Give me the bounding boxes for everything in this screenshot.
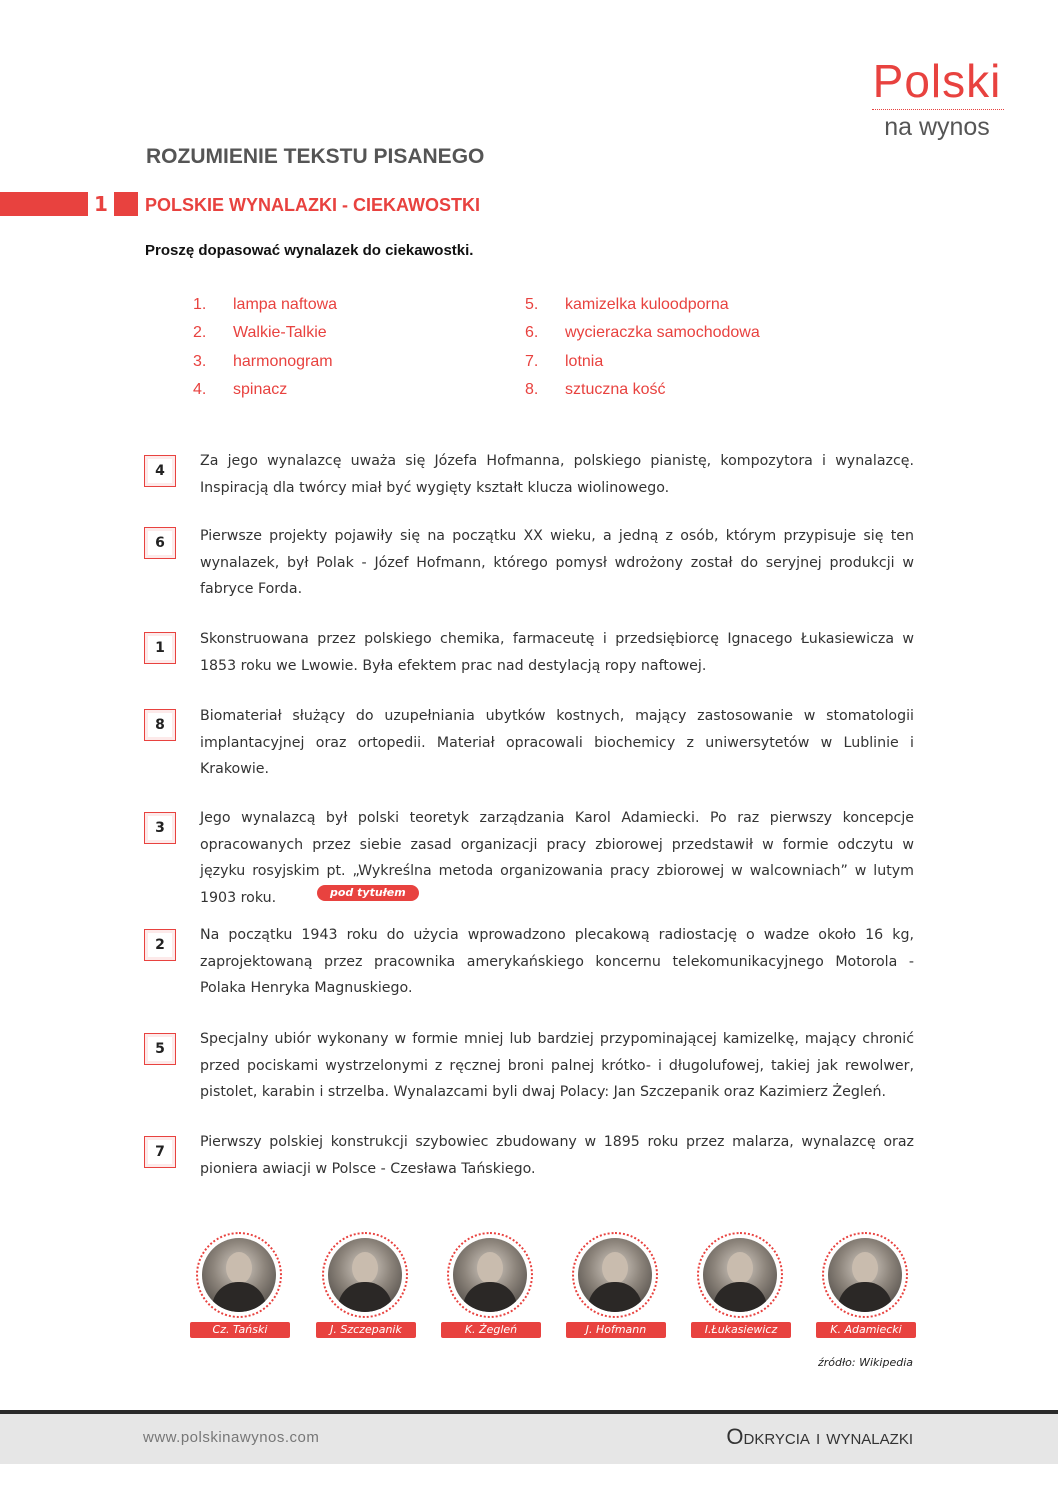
glossary-tooltip: pod tytułem <box>317 885 419 901</box>
portrait-label: K. Adamiecki <box>816 1322 916 1338</box>
footer-url[interactable]: www.polskinawynos.com <box>143 1429 320 1446</box>
portrait-photo <box>328 1238 402 1312</box>
logo-divider <box>872 109 1004 110</box>
option-number: 3. <box>193 353 207 370</box>
item-text: Za jego wynalazcę uważa się Józefa Hofmanna, polskiego pianistę, kompozytora i wynalazcę. Inspiracją dla twórcy miał być wygięty kształt klucza wiolinowego. <box>200 453 914 496</box>
portrait-label: J. Szczepanik <box>316 1322 416 1338</box>
option-item <box>193 348 493 376</box>
option-number: 2. <box>193 324 207 341</box>
option-text: harmonogram <box>233 353 333 370</box>
answer-box[interactable] <box>144 812 176 844</box>
instruction: Proszę dopasować wynalazek do ciekawostki. <box>145 242 474 259</box>
option-item <box>193 319 493 347</box>
footer-title: Odkrycia i wynalazki <box>726 1424 913 1449</box>
option-item <box>525 376 855 404</box>
option-text: kamizelka kuloodporna <box>565 296 729 313</box>
answer-box[interactable] <box>144 455 176 487</box>
portrait-photo <box>828 1238 902 1312</box>
option-item <box>525 348 855 376</box>
option-number: 4. <box>193 381 207 398</box>
logo-main-text: Polski <box>872 55 1002 107</box>
option-item <box>525 291 855 319</box>
option-text: lampa naftowa <box>233 296 338 313</box>
item-text: Jego wynalazcą był polski teoretyk zarządzania Karol Adamiecki. Po raz pierwszy koncepcje opracowanych przez siebie zasad organizacji pracy zbiorowej przedstawił w formie odczytu w języku rosyjskim pt. „Wykreślna metoda organizowania pracy zbiorowej w walcowniach” w lutym 1903 roku. <box>200 810 914 906</box>
answer-value: 5 <box>148 1037 172 1061</box>
portrait-frame <box>697 1232 783 1318</box>
exercise-title: POLSKIE WYNALAZKI - CIEKAWOSTKI <box>145 195 480 215</box>
answer-box[interactable] <box>144 1033 176 1065</box>
answer-box[interactable] <box>144 709 176 741</box>
logo <box>862 55 1012 142</box>
option-text: Walkie-Talkie <box>233 324 327 341</box>
option-item <box>525 319 855 347</box>
page-heading: ROZUMIENIE TEKSTU PISANEGO <box>146 145 485 168</box>
item-text: Na początku 1943 roku do użycia wprowadzono plecakową radiostację o wadze około 16 kg, zaprojektowaną przez pracownika amerykańskiego koncernu telekomunikacyjnego Motorola - Polaka Henryka Magnuskiego. <box>200 927 914 996</box>
option-text: lotnia <box>565 353 604 370</box>
item-text: Pierwszy polskiej konstrukcji szybowiec zbudowany w 1895 roku przez malarza, wynalazcę oraz pioniera awiacji w Polsce - Czesława Tańskiego. <box>200 1134 914 1177</box>
option-number: 7. <box>525 353 539 370</box>
logo-sub-text: na wynos <box>884 113 990 141</box>
portrait-frame <box>447 1232 533 1318</box>
portrait-photo <box>578 1238 652 1312</box>
exercise-bar <box>0 192 88 216</box>
option-text: spinacz <box>233 381 288 398</box>
portrait-photo <box>453 1238 527 1312</box>
answer-value: 4 <box>148 459 172 483</box>
option-number: 5. <box>525 296 539 313</box>
portrait-frame <box>196 1232 282 1318</box>
portrait-label: I.Łukasiewicz <box>691 1322 791 1338</box>
answer-value: 6 <box>148 531 172 555</box>
portrait-photo <box>202 1238 276 1312</box>
item-text: Skonstruowana przez polskiego chemika, farmaceutę i przedsiębiorcę Ignacego Łukasiewicza w 1853 roku we Lwowie. Była efektem prac nad destylacją ropy naftowej. <box>200 631 914 674</box>
answer-value: 3 <box>148 816 172 840</box>
option-item <box>193 376 493 404</box>
exercise-number: 1 <box>94 192 108 216</box>
answer-box[interactable] <box>144 527 176 559</box>
option-number: 8. <box>525 381 539 398</box>
item-text: Biomateriał służący do uzupełniania ubytków kostnych, mający zastosowanie w stomatologii implantacyjnej oraz ortopedii. Materiał opracowali biochemicy z uniwersytetów w Lublinie i Krakowie. <box>200 708 914 777</box>
answer-box[interactable] <box>144 1136 176 1168</box>
portrait-frame <box>822 1232 908 1318</box>
answer-value: 1 <box>148 636 172 660</box>
option-number: 1. <box>193 296 207 313</box>
answer-value: 7 <box>148 1140 172 1164</box>
answer-value: 8 <box>148 713 172 737</box>
item-text: Specjalny ubiór wykonany w formie mniej lub bardziej przypominającej kamizelkę, mający chronić przed pociskami wystrzelonymi z ręcznej broni palnej krótko- i długolufowej, takiej jak rewolwer, pistolet, karabin i strzelba. Wynalazcami byli dwaj Polacy: Jan Szczepanik oraz Kazimierz Żegleń. <box>200 1031 914 1100</box>
answer-box[interactable] <box>144 929 176 961</box>
portrait-label: K. Żegleń <box>441 1322 541 1338</box>
answer-box[interactable] <box>144 632 176 664</box>
item-text: Pierwsze projekty pojawiły się na początku XX wieku, a jedną z osób, którym przypisuje się ten wynalazek, był Polak - Józef Hofmann, którego pomysł wdrożony został do seryjnej produkcji w fabryce Forda. <box>200 528 914 597</box>
option-number: 6. <box>525 324 539 341</box>
exercise-square <box>114 192 138 216</box>
answer-value: 2 <box>148 933 172 957</box>
option-text: wycieraczka samochodowa <box>565 324 760 341</box>
portrait-frame <box>322 1232 408 1318</box>
portrait-photo <box>703 1238 777 1312</box>
portrait-label: J. Hofmann <box>566 1322 666 1338</box>
option-text: sztuczna kość <box>565 381 666 398</box>
option-item <box>193 291 493 319</box>
portrait-label: Cz. Tański <box>190 1322 290 1338</box>
source-note: źródło: Wikipedia <box>818 1356 913 1369</box>
portrait-frame <box>572 1232 658 1318</box>
